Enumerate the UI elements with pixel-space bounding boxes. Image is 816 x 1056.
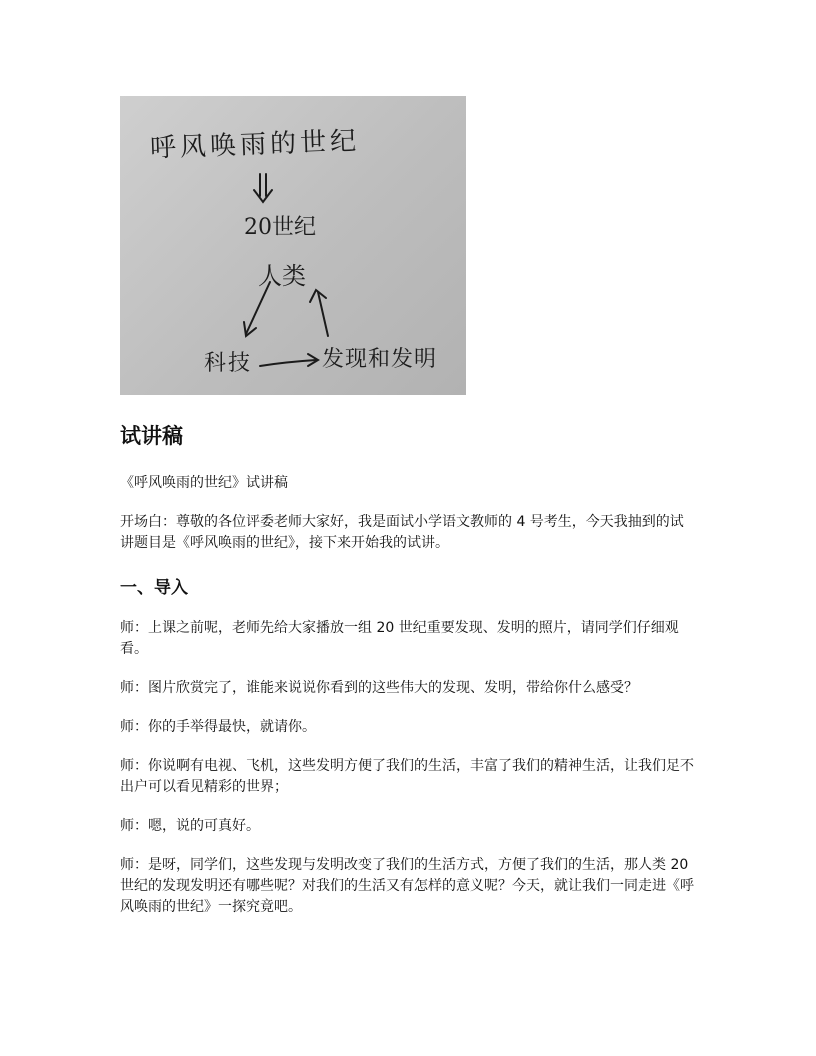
teacher-line-4: 师：你说啊有电视、飞机，这些发明方便了我们的生活，丰富了我们的精神生活，让我们足不出户可以看见精彩的世界； [120,758,694,795]
teacher-line-1: 师：上课之前呢，老师先给大家播放一组 20 世纪重要发现、发明的照片，请同学们仔细观看。 [120,620,679,657]
handwritten-board-photo [120,96,466,395]
opening-paragraph: 开场白：尊敬的各位评委老师大家好，我是面试小学语文教师的 4 号考生，今天我抽到的试讲题目是《呼风唤雨的世纪》，接下来开始我的试讲。 [120,514,684,551]
document-heading: 试讲稿 [120,424,183,448]
teacher-line-6: 师：是呀，同学们，这些发现与发明改变了我们的生活方式，方便了我们的生活，那人类 20 世纪的发现发明还有哪些呢？对我们的生活又有怎样的意义呢？今天，就让我们一同走进《呼风唤雨的世纪》一探究竟吧。 [120,857,694,915]
teacher-line-2: 师：图片欣赏完了，谁能来说说你看到的这些伟大的发现、发明，带给你什么感受？ [120,680,638,696]
board-title-text: 呼风唤雨的世纪 [149,126,361,164]
board-discover-text: 发现和发明 [322,347,438,372]
document-page [120,96,696,918]
board-tech-text: 科技 [204,351,253,376]
section-heading-intro: 一、导入 [120,578,188,598]
teacher-line-3: 师：你的手举得最快，就请你。 [120,719,316,735]
teacher-line-5: 师：嗯，说的可真好。 [120,818,260,834]
board-human-text: 人类 [258,262,306,290]
board-century-text: 20世纪 [244,215,316,240]
lecture-subtitle: 《呼风唤雨的世纪》试讲稿 [120,475,288,491]
